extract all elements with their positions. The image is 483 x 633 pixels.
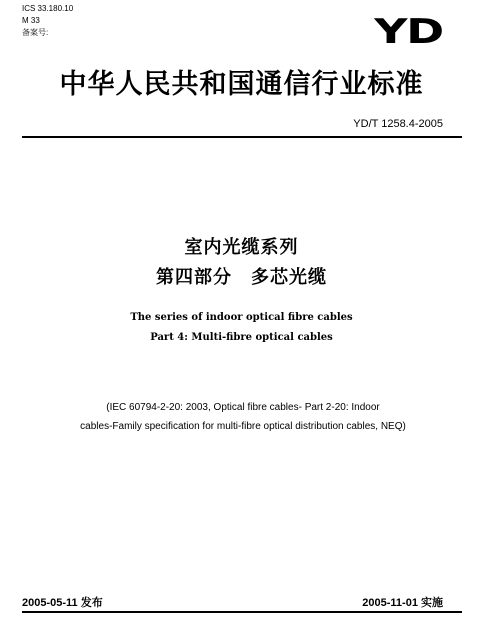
title-en-line1: The series of indoor optical fibre cables [130,312,353,323]
equivalence-line2: cables-Family specification for multi-fibre optical distribution cables, NEQ) [80,421,406,432]
title-en-line2: Part 4: Multi-fibre optical cables [150,332,333,343]
top-rule [22,136,462,138]
record-number: 备案号: [22,28,49,37]
standard-number: YD/T 1258.4-2005 [353,118,443,130]
equivalence-line1: (IEC 60794-2-20: 2003, Optical fibre cables- Part 2-20: Indoor [106,402,380,413]
yd-logo: YD [374,12,443,52]
ics-code: ICS 33.180.10 [22,4,74,13]
publish-date: 2005-05-11 发布 [22,597,103,609]
standard-category-title: 中华人民共和国通信行业标准 [59,69,424,100]
bottom-rule [22,611,462,613]
title-cn-line2: 第四部分 多芯光缆 [156,267,327,288]
title-cn-line1: 室内光缆系列 [184,237,299,258]
classification-code: M 33 [22,16,40,25]
implementation-date: 2005-11-01 实施 [362,597,443,609]
